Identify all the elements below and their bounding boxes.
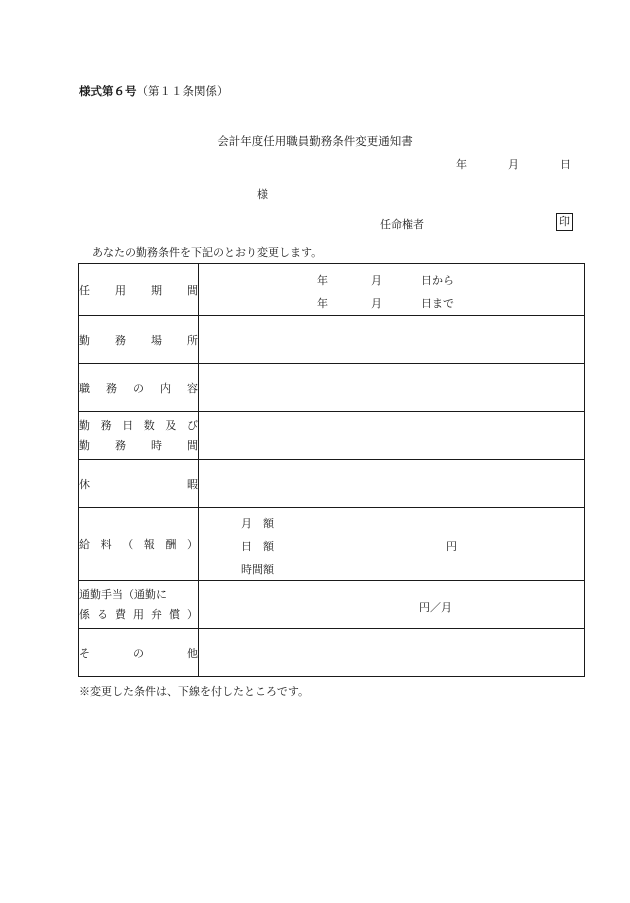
table-row-salary	[79, 508, 585, 581]
label-workplace: 勤 務 場 所	[79, 316, 199, 364]
addressee-suffix: 様	[257, 188, 268, 201]
footer-note: ※変更した条件は、下線を付したところです。	[79, 685, 310, 698]
table-row-workplace	[79, 316, 585, 364]
value-days-hours	[199, 412, 585, 460]
date-month-label: 月	[508, 158, 519, 171]
value-workplace	[199, 316, 585, 364]
value-salary	[199, 508, 585, 581]
intro-text: あなたの勤務条件を下記のとおり変更します。	[92, 246, 323, 259]
label-commute: 通勤手当（通勤に 係 る 費 用 弁 償 ）	[79, 581, 199, 629]
table-row-leave	[79, 460, 585, 508]
label-other: そ の 他	[79, 629, 199, 677]
value-other	[199, 629, 585, 677]
table-row-duties	[79, 364, 585, 412]
salary-yen-unit: 円	[446, 540, 457, 553]
label-salary: 給 料 （ 報 酬 ）	[79, 508, 199, 581]
period-to-year: 年	[317, 297, 328, 310]
period-from-month: 月	[371, 274, 382, 287]
period-from-year: 年	[317, 274, 328, 287]
date-year-label: 年	[456, 158, 467, 171]
table-row-period	[79, 264, 585, 316]
value-period	[199, 264, 585, 316]
label-duties: 職 務 の 内 容	[79, 364, 199, 412]
form-number-bold: 様式第６号	[79, 84, 137, 98]
value-leave	[199, 460, 585, 508]
period-from-day: 日から	[421, 274, 454, 287]
date-day-label: 日	[560, 158, 571, 171]
document-title: 会計年度任用職員勤務条件変更通知書	[217, 134, 413, 148]
label-days-hours: 勤 務 日 数 及 び 勤 務 時 間	[79, 412, 199, 460]
salary-daily-label: 日 額	[241, 540, 274, 553]
seal-mark: 印	[556, 213, 573, 231]
label-leave: 休 暇	[79, 460, 199, 508]
appointing-authority: 任命権者	[380, 218, 424, 231]
table-row-commute	[79, 581, 585, 629]
salary-hourly-label: 時間額	[241, 563, 274, 576]
period-to-day: 日まで	[421, 297, 454, 310]
salary-monthly-label: 月 額	[241, 517, 274, 530]
table-row-other	[79, 629, 585, 677]
value-duties	[199, 364, 585, 412]
label-period: 任 用 期 間	[79, 264, 199, 316]
form-number	[79, 83, 229, 99]
commute-unit: 円／月	[419, 601, 452, 614]
table-row-days-hours	[79, 412, 585, 460]
period-to-month: 月	[371, 297, 382, 310]
value-commute	[199, 581, 585, 629]
conditions-table	[78, 263, 585, 677]
form-number-article: （第１１条関係）	[136, 84, 229, 98]
